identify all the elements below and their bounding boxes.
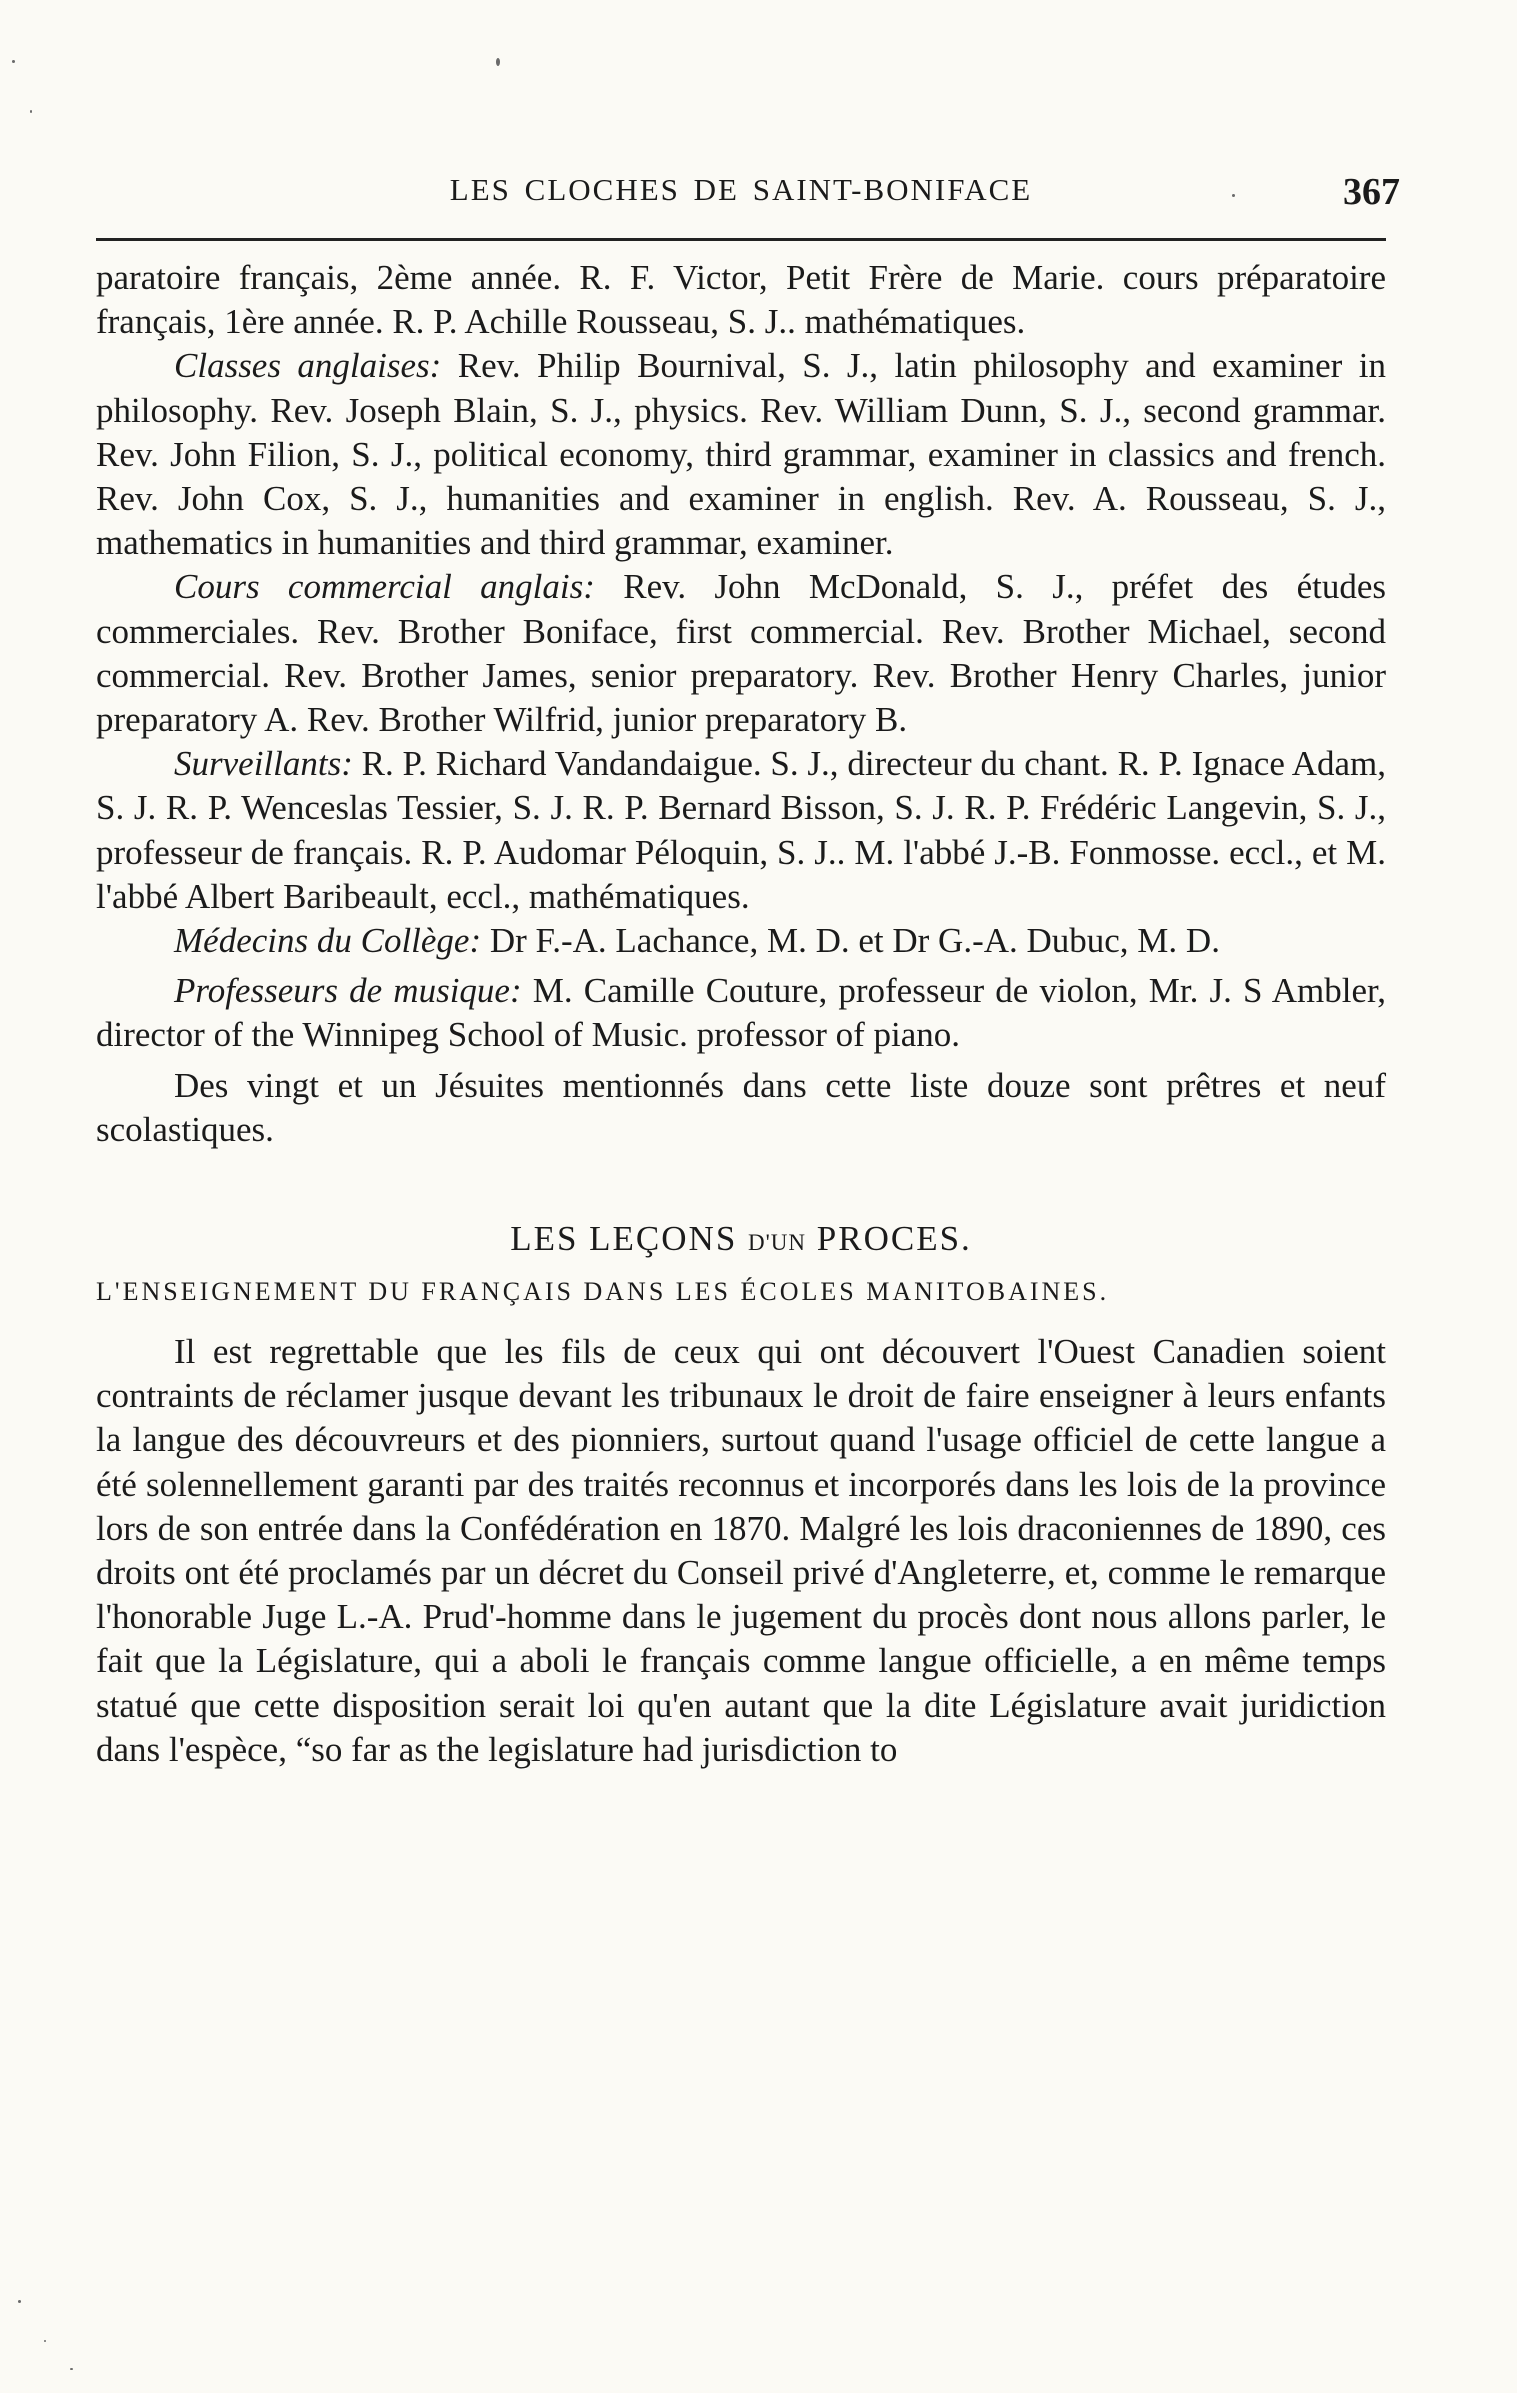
running-head bbox=[96, 150, 1400, 222]
paragraph-text: R. P. Richard Vandandaigue. S. J., directeur du chant. R. P. Ignace Adam, S. J. R. P. Wenceslas Tessier, S. J. R. P. Bernard Bisson, S. J. R. P. Frédéric Langevin, S. J., professeur de français. R. P. Audomar Péloquin, S. J.. M. l'abbé J.-B. Fonmosse. eccl., et M. l'abbé Albert Baribeault, eccl., mathématiques. bbox=[96, 744, 1386, 916]
paragraph-text: M. Camille Couture, professeur de violon, Mr. J. S Ambler, director of the Winnipeg School of Music. professor of piano. bbox=[96, 971, 1386, 1055]
scan-speck bbox=[30, 110, 32, 113]
paragraph-continued: paratoire français, 2ème année. R. F. Victor, Petit Frère de Marie. cours préparatoire français, 1ère année. R. P. Achille Rousseau, S. J.. mathématiques. bbox=[96, 258, 1386, 342]
section-title-part: LES LEÇONS bbox=[510, 1219, 749, 1259]
scan-speck bbox=[44, 2340, 46, 2342]
section-title bbox=[96, 1216, 1386, 1266]
header-rule bbox=[96, 238, 1386, 241]
scan-speck bbox=[496, 58, 500, 66]
page-number: 367 bbox=[1343, 171, 1400, 213]
section-title-small: D'UN bbox=[748, 1230, 807, 1256]
scan-speck bbox=[70, 2368, 73, 2370]
paragraph-cours-commercial bbox=[96, 565, 1386, 742]
section-label: Professeurs de musique: bbox=[174, 971, 522, 1011]
page-body bbox=[96, 256, 1386, 1772]
paragraph-text: Dr F.-A. Lachance, M. D. et Dr G.-A. Dubuc, M. D. bbox=[481, 921, 1220, 961]
section-label: Surveillants: bbox=[174, 744, 353, 784]
running-title: LES CLOCHES DE SAINT-BONIFACE bbox=[449, 172, 1033, 207]
scan-speck bbox=[18, 2300, 21, 2303]
paragraph-surveillants bbox=[96, 742, 1386, 919]
paragraph-classes-anglaises bbox=[96, 344, 1386, 565]
scan-speck bbox=[12, 60, 15, 63]
paragraph-proces: Il est regrettable que les fils de ceux qui ont découvert l'Ouest Canadien soient contraints de réclamer jusque devant les tribunaux le droit de faire enseigner à leurs enfants la langue des découvreurs et des pionniers, surtout quand l'usage officiel de cette langue a été solennellement garanti par des traités reconnus et incorporés dans les lois de la province lors de son entrée dans la Confédération en 1870. Malgré les lois draconiennes de 1890, ces droits ont été proclamés par un décret du Conseil privé d'Angleterre, et, comme le remarque l'honorable Juge L.-A. Prud'-homme dans le jugement du procès dont nous allons parler, le fait que la Législature, qui a aboli le français comme langue officielle, a en même temps statué que cette disposition serait loi qu'en autant que la dite Législature avait juridiction dans l'espèce, “so far as the legislature had jurisdiction to bbox=[96, 1332, 1386, 1769]
paragraph-text: Rev. John McDonald, S. J., préfet des études commerciales. Rev. Brother Boniface, first commercial. Rev. Brother Michael, second commercial. Rev. Brother James, senior preparatory. Rev. Brother Henry Charles, junior preparatory A. Rev. Brother Wilfrid, junior preparatory B. bbox=[96, 567, 1386, 740]
section-label: Cours commercial anglais: bbox=[174, 567, 595, 607]
section-label: Médecins du Collège: bbox=[174, 921, 482, 961]
book-page bbox=[96, 150, 1400, 1772]
paragraph-medecins bbox=[96, 919, 1386, 963]
section-title-part: PROCES. bbox=[806, 1219, 972, 1259]
section-subtitle: L'ENSEIGNEMENT DU FRANÇAIS DANS LES ÉCOLES MANITOBAINES. bbox=[96, 1277, 1110, 1307]
scan-speck bbox=[1232, 194, 1235, 197]
section-label: Classes anglaises: bbox=[174, 346, 442, 386]
paragraph-jesuites: Des vingt et un Jésuites mentionnés dans cette liste douze sont prêtres et neuf scolastiques. bbox=[96, 1065, 1386, 1149]
paragraph-text: Rev. Philip Bournival, S. J., latin philosophy and examiner in philosophy. Rev. Joseph Blain, S. J., physics. Rev. William Dunn, S. J., second grammar. Rev. John Filion, S. J., political economy, third grammar, examiner in classics and french. Rev. John Cox, S. J., humanities and examiner in english. Rev. A. Rousseau, S. J., mathematics in humanities and third grammar, examiner. bbox=[96, 346, 1386, 563]
paragraph-professeurs-musique bbox=[96, 969, 1386, 1057]
